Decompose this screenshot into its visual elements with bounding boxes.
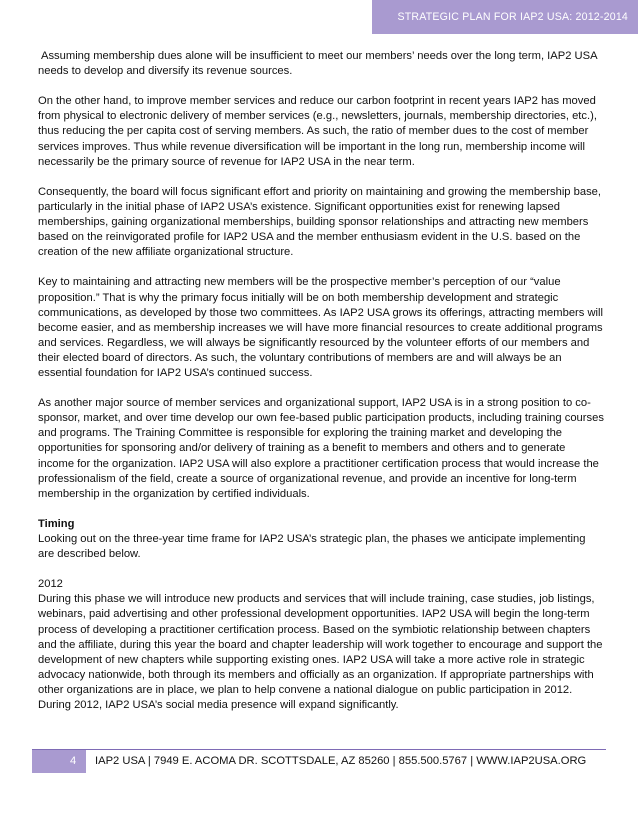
paragraph-electronic-delivery: On the other hand, to improve member services and reduce our carbon footprint in recent years IAP2 has moved from physical to electronic delivery of member services (e.g., newsletters, journals, membership directories, etc.), thus reducing the per capita cost of serving members. As such, the ratio of member dues to the cost of member services improves. Thus while revenue diversification will be important in the long run, membership income will necessarily be the primary source of revenue for IAP2 USA in the near term. bbox=[38, 95, 597, 168]
page-number: 4 bbox=[70, 755, 77, 767]
paragraph-membership-focus: Consequently, the board will focus significant effort and priority on maintaining and growing the membership base, particularly in the initial phase of IAP2 USA’s existence. Significant opportunities exist for renewing lapsed memberships, gaining organizational memberships, building sponsor relationships and attracting new members based on the reinvigorated profile for IAP2 USA and the member enthusiasm evident in the U.S. based on the creation of the new affiliate organizational structure. bbox=[38, 185, 602, 259]
timing-heading: Timing bbox=[38, 517, 75, 530]
document-body bbox=[38, 49, 604, 728]
paragraph-value-proposition: Key to maintaining and attracting new members will be the prospective member’s perception of our “value proposition.” That is why the primary focus initially will be on both membership development and strategic communications, as developed by those two committees. As IAP2 USA grows its offerings, attracting members will become easier, and as membership increases we will have more financial resources to create additional programs and services. Regardless, we will always be significantly resourced by the volunteer efforts of our members and their elected board of directors. As such, the voluntary contributions of members are and will always be an essential foundation for IAP2 USA’s continued success. bbox=[38, 276, 604, 379]
year-2012-heading: 2012 bbox=[38, 578, 63, 591]
document-header-title: STRATEGIC PLAN FOR IAP2 USA: 2012-2014 bbox=[397, 11, 628, 23]
year-2012-section bbox=[38, 577, 604, 713]
page-number-box bbox=[32, 750, 86, 773]
paragraph-fee-based-products: As another major source of member services and organizational support, IAP2 USA is in a strong position to co-sponsor, market, and over time develop our own fee-based public participation products, including training courses and programs. The Training Committee is responsible for exploring the training market and developing the opportunities for sponsoring and/or delivery of training as a benefit to members and others and to generate income for the organization. IAP2 USA will also explore a practitioner certification process that would increase the professionalism of the field, create a source of organizational revenue, and provide an incentive for long-term membership in the organization by certified individuals. bbox=[38, 397, 604, 500]
footer-contact-info: IAP2 USA | 7949 E. ACOMA DR. SCOTTSDALE, AZ 85260 | 855.500.5767 | WWW.IAP2USA.ORG bbox=[95, 755, 587, 767]
paragraph-revenue-sources: Assuming membership dues alone will be insufficient to meet our members’ needs over the long term, IAP2 USA needs to develop and diversify its revenue sources. bbox=[38, 50, 597, 78]
timing-section bbox=[38, 517, 604, 562]
timing-text: Looking out on the three-year time frame for IAP2 USA’s strategic plan, the phases we anticipate implementing are described below. bbox=[38, 533, 586, 561]
year-2012-text: During this phase we will introduce new products and services that will include training, case studies, job listings, webinars, paid advertising and other professional development opportunities. IAP2 USA will begin the long-term process of developing a practitioner certification process. Based on the symbiotic relationship between chapters and the affiliate, during this year the board and chapter leadership will work together to encourage and support the development of new chapters while supporting existing ones. IAP2 USA will take a more active role in strategic advocacy nationwide, both through its members and officially as an organization. If appropriate partnerships with other organizations are in place, we plan to help convene a national dialogue on public participation in 2012. During 2012, IAP2 USA’s social media presence will expand significantly. bbox=[38, 593, 603, 712]
